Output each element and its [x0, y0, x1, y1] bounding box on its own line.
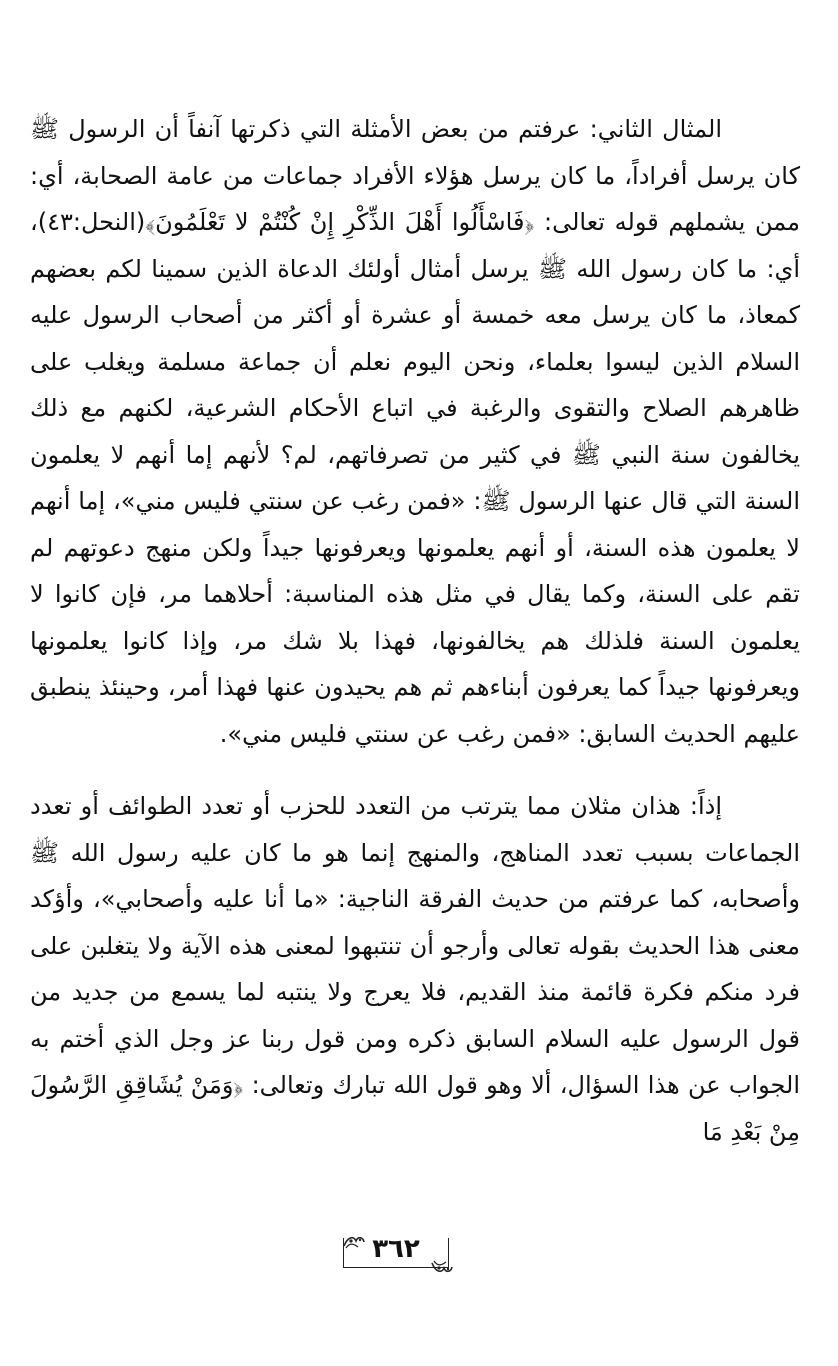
page-body: [30, 106, 800, 1155]
paragraph-example-two: [30, 106, 800, 757]
ornament-icon: [430, 1259, 454, 1277]
page-number: ٣٦٢: [372, 1234, 420, 1264]
paragraph-text: إذاً: هذان مثلان مما يترتب من التعدد للحزب أو تعدد الطوائف أو تعدد الجماعات بسبب تعدد المناهج، والمنهج إنما هو ما كان عليه رسول الله ﷺ وأصحابه، كما عرفتم من حديث الفرقة الناجية: «ما أنا عليه وأصحابي»، وأؤكد معنى هذا الحديث بقوله تعالى وأرجو أن تنتبهوا لمعنى هذه الآية ولا يتغلبن على فرد منكم فكرة قائمة منذ القديم، فلا يعرج ولا ينتبه لما يسمع من جديد من قول الرسول عليه السلام السابق ذكره ومن قول ربنا عز وجل الذي أختم به الجواب عن هذا السؤال، ألا وهو قول الله تبارك وتعالى: ﴿وَمَنْ يُشَاقِقِ الرَّسُولَ مِنْ بَعْدِ مَا: [30, 792, 800, 1146]
paragraph-conclusion: [30, 783, 800, 1155]
page-footer: [0, 1236, 838, 1276]
paragraph-text: المثال الثاني: عرفتم من بعض الأمثلة التي ذكرتها آنفاً أن الرسول ﷺ كان يرسل أفراداً، ما كان يرسل هؤلاء الأفراد جماعات من عامة الصحابة، أي: ممن يشملهم قوله تعالى: ﴿فَاسْأَلُوا أَهْلَ الذِّكْرِ إِنْ كُنْتُمْ لا تَعْلَمُونَ﴾(النحل:٤٣)، أي: ما كان رسول الله ﷺ يرسل أمثال أولئك الدعاة الذين سمينا لكم بعضهم كمعاذ، ما كان يرسل معه خمسة أو عشرة أو أكثر من أصحاب الرسول عليه السلام الذين ليسوا بعلماء، ونحن اليوم نعلم أن جماعة مسلمة ويغلب على ظاهرهم الصلاح والتقوى والرغبة في اتباع الأحكام الشرعية، لكنهم مع ذلك يخالفون سنة النبي ﷺ في كثير من تصرفاتهم، لم؟ لأنهم إما أنهم لا يعلمون السنة التي قال عنها الرسول ﷺ: «فمن رغب عن سنتي فليس مني»، إما أنهم لا يعلمون هذه السنة، أو أنهم يعلمونها ويعرفونها جيداً ولكن منهج دعوتهم لم تقم على السنة، وكما يقال في مثل هذه المناسبة: أحلاهما مر، فإن كانوا لا يعلمون السنة فلذلك هم يخالفونها، فهذا بلا شك مر، وإذا كانوا يعلمونها ويعرفونها جيداً كما يعرفون أبناءهم ثم هم يحيدون عنها فهذا أمر، وحينئذ ينطبق عليهم الحديث السابق: «فمن رغب عن سنتي فليس مني».: [30, 115, 800, 748]
page-number-frame: [343, 1234, 449, 1268]
